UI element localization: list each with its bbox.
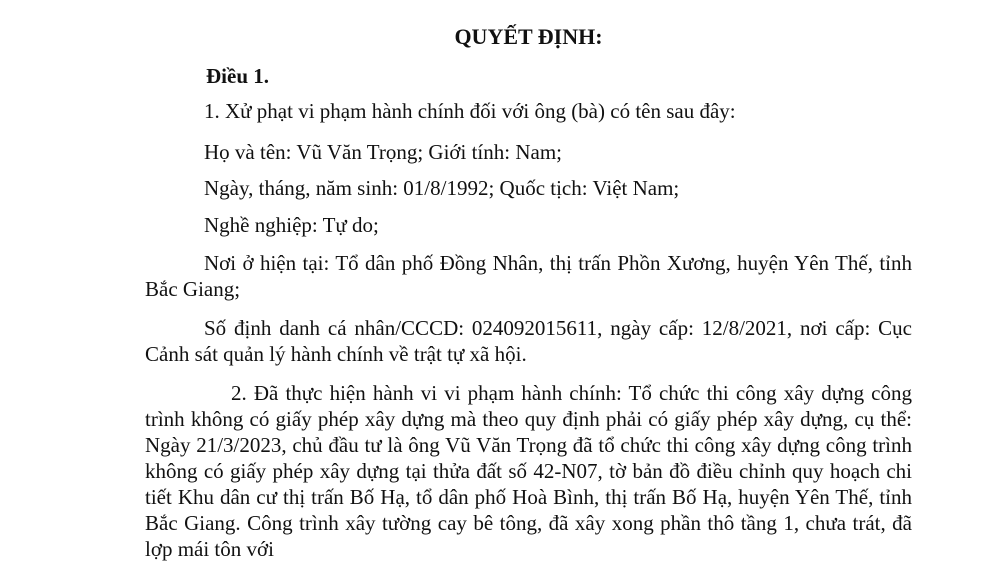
paragraph-id-number: Số định danh cá nhân/CCCD: 024092015611, ngày cấp: 12/8/2021, nơi cấp: Cục Cảnh sát quản lý hành chính về trật tự xã hội. bbox=[145, 316, 912, 366]
paragraph-penalty-intro: 1. Xử phạt vi phạm hành chính đối với ông (bà) có tên sau đây: bbox=[204, 99, 736, 123]
document-page bbox=[145, 0, 912, 563]
paragraph-occupation: Nghề nghiệp: Tự do; bbox=[204, 213, 379, 237]
decision-title: QUYẾT ĐỊNH: bbox=[454, 24, 603, 49]
paragraph-full-name: Họ và tên: Vũ Văn Trọng; Giới tính: Nam; bbox=[204, 140, 563, 164]
paragraph-residence: Nơi ở hiện tại: Tổ dân phố Đồng Nhân, thị trấn Phồn Xương, huyện Yên Thế, tỉnh Bắc Giang; bbox=[145, 251, 912, 301]
paragraph-birth-date: Ngày, tháng, năm sinh: 01/8/1992; Quốc tịch: Việt Nam; bbox=[204, 176, 680, 200]
paragraph-violation: 2. Đã thực hiện hành vi vi phạm hành chính: Tổ chức thi công xây dựng công trình không có giấy phép xây dựng mà theo quy định phải có giấy phép xây dựng, cụ thể: Ngày 21/3/2023, chủ đầu tư là ông Vũ Văn Trọng đã tổ chức thi công xây dựng công trình không có giấy phép xây dựng tại thửa đất số 42-N07, tờ bản đồ điều chỉnh quy hoạch chi tiết Khu dân cư thị trấn Bố Hạ, tổ dân phố Hoà Bình, thị trấn Bố Hạ, huyện Yên Thế, tỉnh Bắc Giang. Công trình xây tường cay bê tông, đã xây xong phần thô tầng 1, chưa trát, đã lợp mái tôn với bbox=[145, 381, 912, 561]
article-heading: Điều 1. bbox=[206, 64, 269, 88]
